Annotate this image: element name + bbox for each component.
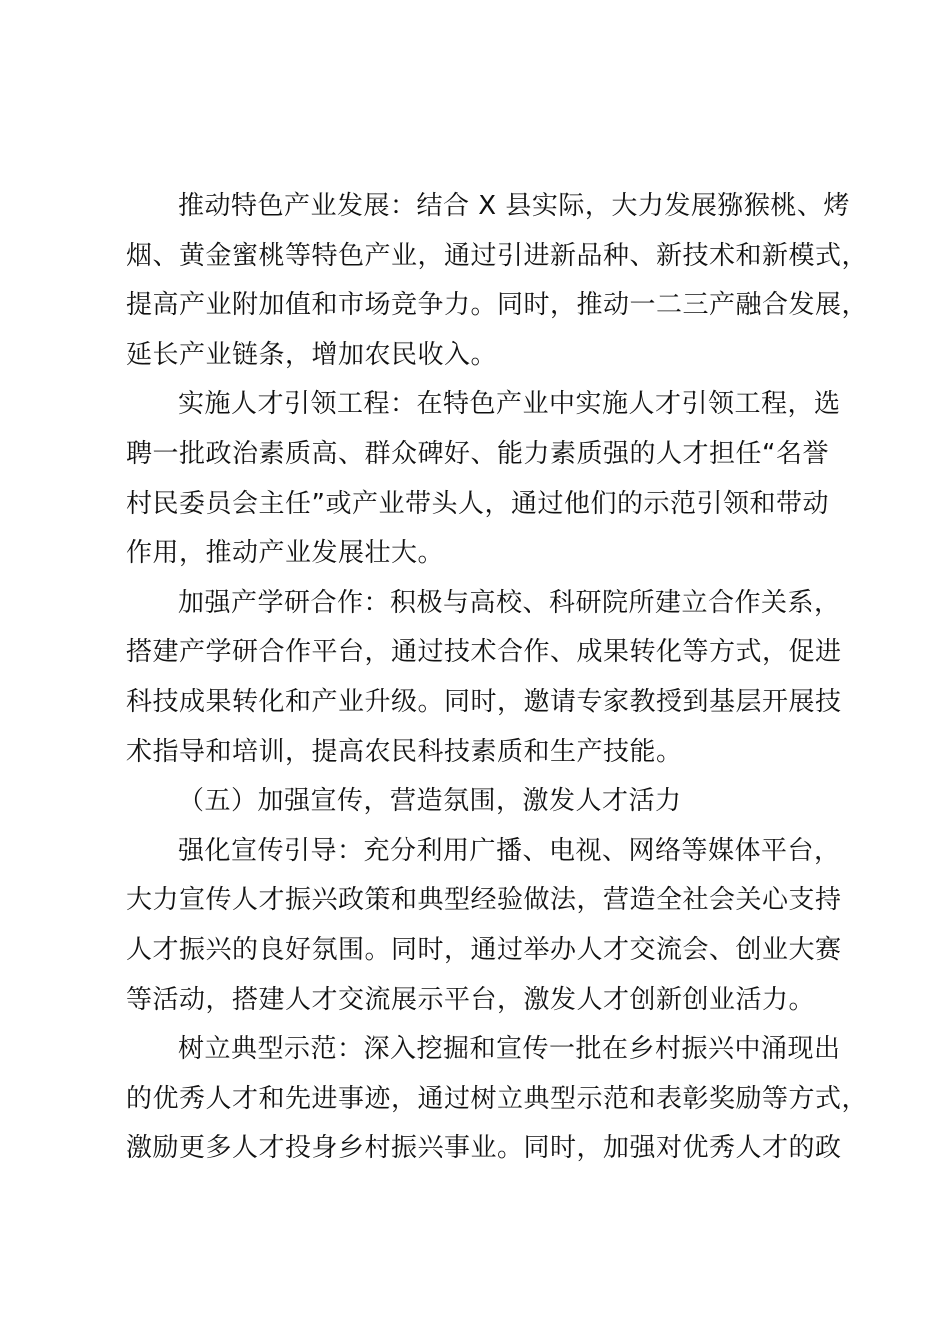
para-typical-models xyxy=(126,1025,869,1174)
text-line: 烟、黄金蜜桃等特色产业，通过引进新品种、新技术和新模式， xyxy=(126,240,869,271)
text-line: 术指导和培训，提高农民科技素质和生产技能。 xyxy=(126,736,683,767)
section-heading: （五）加强宣传，营造氛围，激发人才活力 xyxy=(178,786,682,817)
text-line: 科技成果转化和产业升级。同时，邀请专家教授到基层开展技 xyxy=(126,686,842,717)
text-line: 村民委员会主任”或产业带头人，通过他们的示范引领和带动 xyxy=(126,488,829,519)
text-line: 加强产学研合作：积极与高校、科研院所建立合作关系， xyxy=(178,587,841,618)
text-line: 大力宣传人才振兴政策和典型经验做法，营造全社会关心支持 xyxy=(126,885,842,916)
section-heading-five xyxy=(126,777,830,827)
para-publicity-guidance xyxy=(126,827,842,1025)
text-line: 实施人才引领工程：在特色产业中实施人才引领工程，选 xyxy=(178,389,841,420)
text-line: 推动特色产业发展：结合 X 县实际，大力发展猕猴桃、烤 xyxy=(178,191,850,221)
text-line: 的优秀人才和先进事迹，通过树立典型示范和表彰奖励等方式， xyxy=(126,1083,869,1114)
text-line: 激励更多人才投身乡村振兴事业。同时，加强对优秀人才的政 xyxy=(126,1133,842,1164)
document-body xyxy=(126,182,869,1174)
para-talent-leading xyxy=(126,380,841,578)
text-line: 强化宣传引导：充分利用广播、电视、网络等媒体平台， xyxy=(178,835,841,866)
text-line: 搭建产学研合作平台，通过技术合作、成果转化等方式，促进 xyxy=(126,637,842,668)
text-line: 等活动，搭建人才交流展示平台，激发人才创新创业活力。 xyxy=(126,984,816,1015)
text-line: 延长产业链条，增加农民收入。 xyxy=(126,339,498,370)
text-line: 作用，推动产业发展壮大。 xyxy=(126,538,445,569)
para-special-industry xyxy=(126,182,869,380)
text-line: 人才振兴的良好氛围。同时，通过举办人才交流会、创业大赛 xyxy=(126,934,842,965)
text-line: 树立典型示范：深入挖掘和宣传一批在乡村振兴中涌现出 xyxy=(178,1034,841,1065)
para-industry-academia xyxy=(126,579,842,777)
text-line: 提高产业附加值和市场竞争力。同时，推动一二三产融合发展， xyxy=(126,290,869,321)
text-line: 聘一批政治素质高、群众碑好、能力素质强的人才担任“名誉 xyxy=(126,438,829,469)
